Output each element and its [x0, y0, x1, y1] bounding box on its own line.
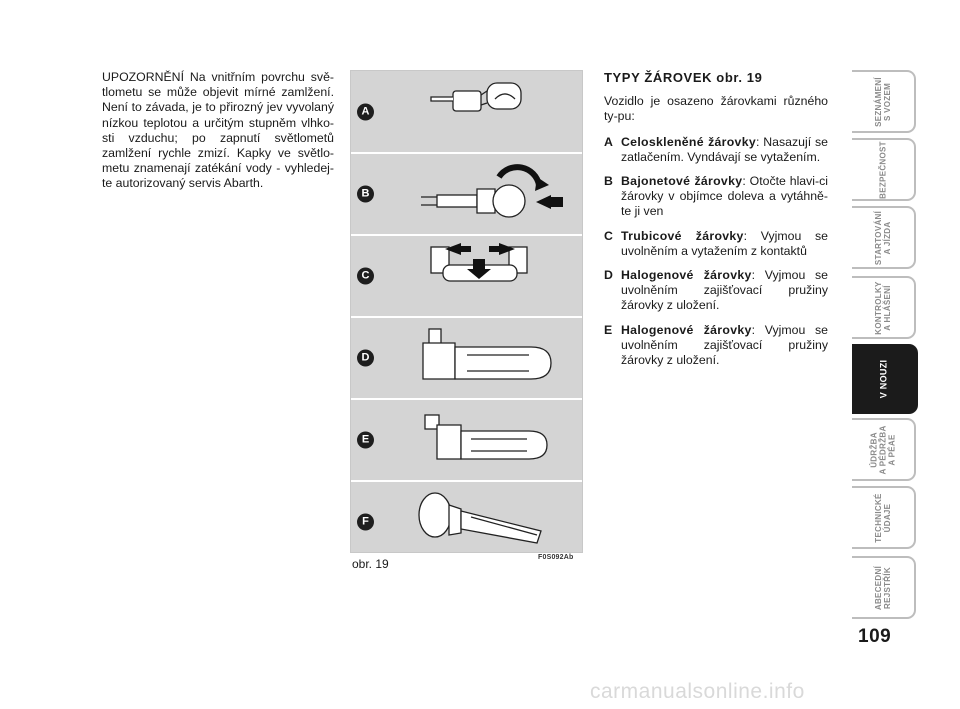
warning-paragraph: UPOZORNĚNÍ Na vnitřním povrchu svě-tlometu se může objevit mírné zamlžení. Není to závada, je to přirozný jev vyvolaný nízkou teplotou a určitým stupněm vlhko-sti vzduchu; po zapnutí světlometů zamlžení rychle zmizí. Kapky ve světlo-metu znamenají zatékání vody - vyhledej-te autorizovaný servis Abarth. [102, 70, 334, 191]
tab-label: TECHNICKÉ ÚDAJE [874, 492, 892, 543]
item-term: Halogenové žárovky [621, 268, 752, 283]
tab-technicke-udaje[interactable] [852, 486, 916, 549]
panel-letter: A [357, 103, 374, 120]
list-item [604, 268, 828, 314]
list-item [604, 174, 828, 220]
panel-letter: E [357, 431, 374, 448]
tab-label: ÚDRŽBA A PÉDRŽBA A PÉAE [869, 424, 897, 475]
figure-code: F0S092Ab [538, 554, 574, 561]
panel-a [351, 71, 582, 154]
tab-label: KONTROLKY A HLÁŠENÍ [874, 280, 892, 335]
list-item [604, 323, 828, 369]
item-key: A [604, 134, 613, 149]
bulb-figure [350, 70, 583, 553]
item-text: : Nasazují se zatlačením. Vyndávají se vytažením. [621, 134, 828, 164]
watermark: carmanualsonline.info [590, 680, 805, 703]
item-text: : Vyjmou se uvolněním zajišťovací pružiny žárovky z uložení. [621, 322, 828, 368]
item-term: Halogenové žárovky [621, 322, 752, 337]
item-key: D [604, 268, 613, 283]
tab-label: STARTOVÁNÍ A JÍZDA [874, 210, 892, 265]
halogen-h1-bulb-icon [391, 401, 576, 477]
tab-v-nouzi[interactable] [852, 344, 918, 414]
wedge-bulb-icon [391, 73, 576, 149]
tab-label: SEZNÁMENÍ S VOZEM [874, 76, 892, 127]
tab-startovani[interactable] [852, 206, 916, 269]
panel-letter: F [357, 513, 374, 530]
xenon-bulb-icon [391, 483, 576, 559]
panel-letter: D [357, 349, 374, 366]
item-term: Trubicové žárovky [621, 228, 744, 243]
tab-seznameni[interactable] [852, 70, 916, 133]
panel-c [351, 235, 582, 318]
figure-caption: obr. 19 [352, 557, 389, 571]
bayonet-bulb-icon [391, 155, 576, 231]
item-text: : Vyjmou se uvolněním zajišťovací pružiny žárovky z uložení. [621, 268, 828, 313]
item-term: Celoskleněné žárovky [621, 134, 756, 149]
halogen-h7-bulb-icon [391, 319, 576, 395]
tab-bezpecnost[interactable] [852, 138, 916, 201]
section-heading: TYPY ŽÁROVEK obr. 19 [604, 70, 763, 85]
panel-b [351, 153, 582, 236]
item-text: : Otočte hlavi-ci žárovky v objímce doleva a vytáhně-te ji ven [621, 174, 828, 219]
tab-kontrolky[interactable] [852, 276, 916, 339]
page-number: 109 [858, 626, 892, 647]
tab-label: ABECEDNÍ REJSTŘÍK [874, 565, 892, 610]
festoon-bulb-icon [391, 237, 576, 313]
intro-paragraph: Vozidlo je osazeno žárovkami různého ty-pu: [604, 94, 828, 124]
item-term: Bajonetové žárovky [621, 174, 743, 189]
item-key: E [604, 322, 613, 337]
tab-label: BEZPEČNOST [878, 140, 888, 199]
tab-label: V NOUZI [878, 359, 889, 399]
list-item [604, 229, 828, 259]
panel-letter: B [357, 185, 374, 202]
item-text: : Vyjmou se uvolněním a vytažením z kontaktů [621, 228, 828, 258]
tab-abecedni-rejstrik[interactable] [852, 556, 916, 619]
list-item [604, 135, 828, 165]
tab-udrzba[interactable] [852, 418, 916, 481]
panel-d [351, 317, 582, 400]
panel-letter: C [357, 267, 374, 284]
panel-f [351, 481, 582, 562]
item-key: B [604, 174, 613, 189]
bulb-types-section [604, 70, 828, 377]
item-key: C [604, 228, 613, 243]
panel-e [351, 399, 582, 482]
